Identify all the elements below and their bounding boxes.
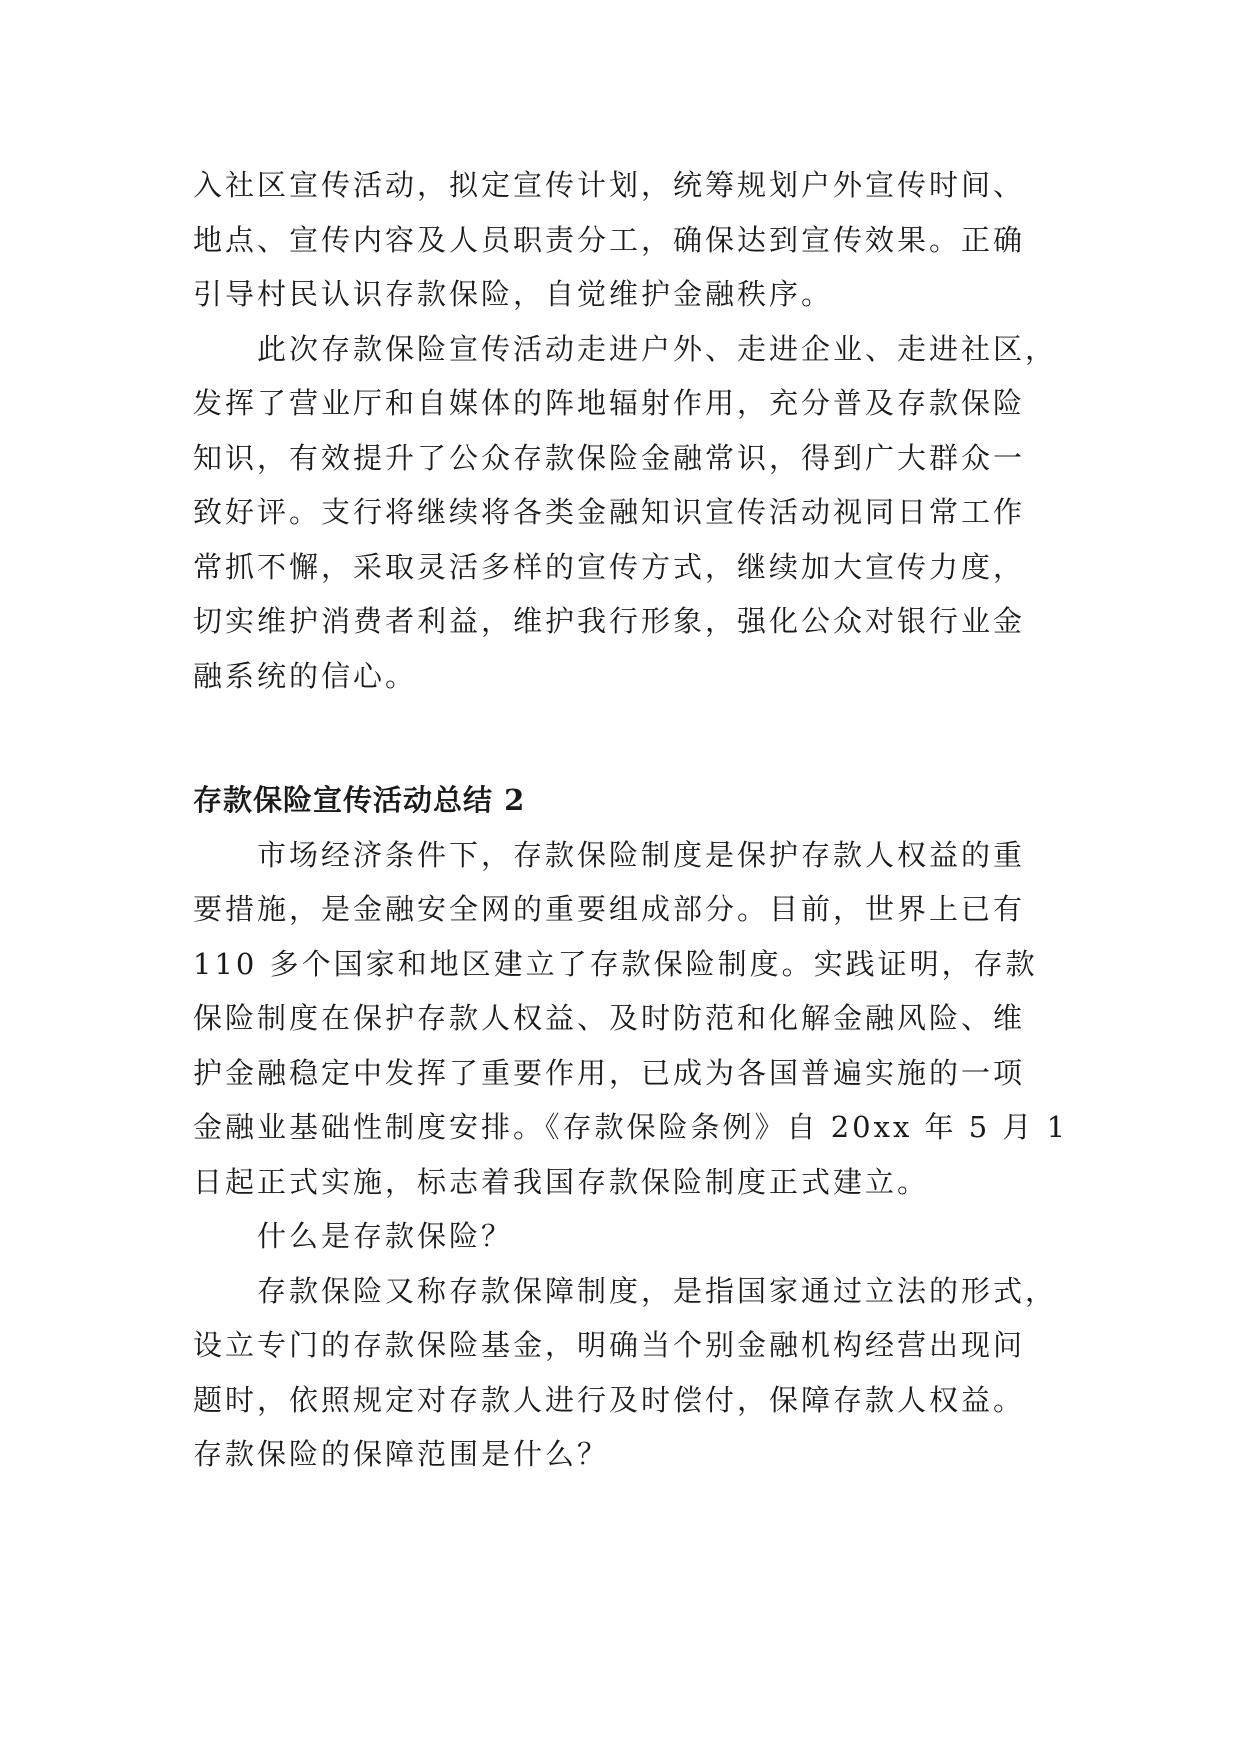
text-line: 切实维护消费者利益，维护我行形象，强化公众对银行业金 [193,604,1026,638]
paragraph-definition [193,1264,1073,1428]
text-line: 入社区宣传活动，拟定宣传计划，统筹规划户外宣传时间、 [193,168,1026,202]
text-line: 致好评。支行将继续将各类金融知识宣传活动视同日常工作 [193,495,1026,529]
section-title: 存款保险宣传活动总结 2 [193,783,526,817]
text-line: 此次存款保险宣传活动走进户外、走进企业、走进社区， [257,331,1058,366]
text-line: 金融业基础性制度安排。《存款保险条例》自 20xx 年 5 月 1 [193,1110,1069,1144]
text-line: 常抓不懈，采取灵活多样的宣传方式，继续加大宣传力度， [193,549,1026,584]
text-line: 110 多个国家和地区建立了存款保险制度。实践证明，存款 [193,946,1038,981]
text-line: 题时，依照规定对存款人进行及时偿付，保障存款人权益。 [193,1382,1026,1417]
paragraph-activity-summary [193,322,1073,704]
document-page [193,158,1073,1482]
text-line: 护金融稳定中发挥了重要作用，已成为各国普遍实施的一项 [193,1055,1026,1090]
text-line: 市场经济条件下，存款保险制度是保护存款人权益的重 [257,837,1026,872]
paragraph-deposit-insurance-intro [193,828,1073,1210]
text-line: 引导村民认识存款保险，自觉维护金融秩序。 [193,277,834,311]
text-line: 保险制度在保护存款人权益、及时防范和化解金融风险、维 [193,1001,1026,1035]
text-line: 地点、宣传内容及人员职责分工，确保达到宣传效果。正确 [193,222,1026,257]
text-line: 设立专门的存款保险基金，明确当个别金融机构经营出现问 [193,1328,1026,1362]
text-line: 要措施，是金融安全网的重要组成部分。目前，世界上已有 [193,892,1026,926]
text-line: 发挥了营业厅和自媒体的阵地辐射作用，充分普及存款保险 [193,386,1026,420]
paragraph-publicity-plan [193,158,1073,322]
text-line: 日起正式实施，标志着我国存款保险制度正式建立。 [193,1164,930,1199]
question-what-is-deposit-insurance: 什么是存款保险？ [257,1219,514,1253]
question-coverage-scope: 存款保险的保障范围是什么？ [193,1437,610,1471]
section-spacer [193,703,1073,773]
text-line: 融系统的信心。 [193,658,418,693]
text-line: 存款保险又称存款保障制度，是指国家通过立法的形式， [257,1273,1058,1308]
text-line: 知识，有效提升了公众存款保险金融常识，得到广大群众一 [193,440,1026,475]
